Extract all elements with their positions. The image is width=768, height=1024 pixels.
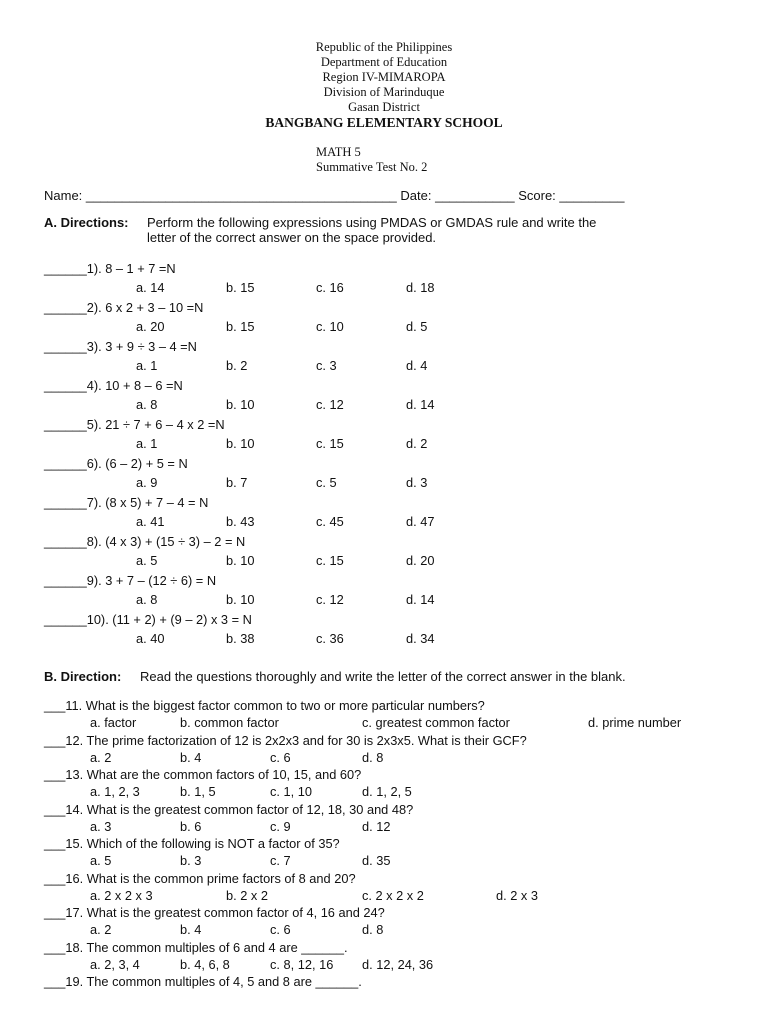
question-9-option-c: c. 12 (316, 592, 344, 607)
question-11-option-a: a. factor (90, 715, 137, 730)
question-18-option-d: d. 12, 24, 36 (362, 956, 434, 972)
question-13-option-c: c. 1, 10 (270, 784, 312, 799)
question-1-option-b: b. 15 (226, 280, 255, 295)
question-7: ______7). (8 x 5) + 7 – 4 = N (44, 495, 209, 510)
question-10-option-b: b. 38 (226, 631, 255, 646)
question-13-option-a: a. 1, 2, 3 (90, 784, 140, 799)
question-18-option-a: a. 2, 3, 4 (90, 956, 140, 972)
question-9-option-a: a. 8 (136, 592, 158, 607)
question-16-option-d: d. 2 x 3 (496, 887, 538, 903)
question-2-option-a: a. 20 (136, 319, 165, 334)
question-18: ___18. The common multiples of 6 and 4 are ______. (44, 939, 348, 955)
question-11-option-d: d. prime number (588, 715, 682, 730)
question-5-option-d: d. 2 (406, 436, 428, 451)
question-7-option-a: a. 41 (136, 514, 165, 529)
question-14-option-b: b. 6 (180, 818, 202, 834)
question-14: ___14. What is the greatest common factor of 12, 18, 30 and 48? (44, 801, 414, 817)
question-14-option-d: d. 12 (362, 818, 391, 834)
question-6-option-a: a. 9 (136, 475, 158, 490)
question-17-option-c: c. 6 (270, 922, 291, 937)
question-2-option-c: c. 10 (316, 319, 344, 334)
section-b-label: B. Direction: (44, 669, 122, 684)
question-13: ___13. What are the common factors of 10, 15, and 60? (44, 767, 362, 782)
question-6-option-d: d. 3 (406, 475, 428, 490)
question-15-option-b: b. 3 (180, 853, 202, 868)
question-9-option-b: b. 10 (226, 592, 255, 607)
question-7-option-c: c. 45 (316, 514, 344, 529)
question-12-option-a: a. 2 (90, 749, 112, 765)
header-line-5: Gasan District (348, 100, 420, 114)
question-7-option-b: b. 43 (226, 514, 255, 529)
question-17-option-a: a. 2 (90, 922, 112, 937)
header-line-4: Division of Marinduque (323, 85, 445, 99)
question-1-option-a: a. 14 (136, 280, 165, 295)
question-2: ______2). 6 x 2 + 3 – 10 =N (44, 300, 204, 315)
name-date-score-line: Name: ___________________________________________ Date: ___________ Score: _________ (44, 188, 625, 203)
question-11: ___11. What is the biggest factor common to two or more particular numbers? (44, 698, 485, 713)
question-8-option-c: c. 15 (316, 553, 344, 568)
question-3-option-b: b. 2 (226, 358, 248, 373)
question-4-option-a: a. 8 (136, 397, 158, 412)
question-11-option-b: b. common factor (180, 715, 279, 730)
question-18-option-b: b. 4, 6, 8 (180, 956, 230, 972)
question-3-option-a: a. 1 (136, 358, 158, 373)
question-17: ___17. What is the greatest common factor of 4, 16 and 24? (44, 905, 385, 920)
question-2-option-d: d. 5 (406, 319, 428, 334)
subject-title: MATH 5 (316, 145, 361, 159)
question-16-option-c: c. 2 x 2 x 2 (362, 887, 424, 903)
question-4-option-d: d. 14 (406, 397, 435, 412)
question-1: ______1). 8 – 1 + 7 =N (44, 261, 176, 276)
question-15-option-c: c. 7 (270, 853, 291, 868)
question-3: ______3). 3 + 9 ÷ 3 – 4 =N (44, 339, 197, 354)
section-b-directions: Read the questions thoroughly and write the letter of the correct answer in the blank. (140, 669, 626, 684)
question-19: ___19. The common multiples of 4, 5 and 8 are ______. (44, 974, 362, 989)
question-12-option-d: d. 8 (362, 749, 384, 765)
question-6-option-b: b. 7 (226, 475, 248, 490)
question-15-option-a: a. 5 (90, 853, 112, 868)
question-14-option-a: a. 3 (90, 818, 112, 834)
question-12-option-b: b. 4 (180, 749, 202, 765)
question-5: ______5). 21 ÷ 7 + 6 – 4 x 2 =N (44, 417, 225, 432)
header-line-2: Department of Education (320, 55, 448, 69)
question-3-option-d: d. 4 (406, 358, 428, 373)
question-5-option-c: c. 15 (316, 436, 344, 451)
header-line-3: Region IV-MIMAROPA (322, 70, 446, 84)
test-title: Summative Test No. 2 (316, 160, 428, 174)
section-a-directions-line-1: Perform the following expressions using PMDAS or GMDAS rule and write the (147, 215, 597, 230)
question-1-option-d: d. 18 (406, 280, 435, 295)
question-8-option-d: d. 20 (406, 553, 435, 568)
question-6-option-c: c. 5 (316, 475, 337, 490)
question-16-option-a: a. 2 x 2 x 3 (90, 887, 153, 903)
question-8-option-a: a. 5 (136, 553, 158, 568)
question-8-option-b: b. 10 (226, 553, 255, 568)
question-18-option-c: c. 8, 12, 16 (270, 956, 334, 972)
question-5-option-a: a. 1 (136, 436, 158, 451)
question-7-option-d: d. 47 (406, 514, 435, 529)
question-16-option-b: b. 2 x 2 (226, 887, 268, 903)
question-4-option-b: b. 10 (226, 397, 255, 412)
question-11-option-c: c. greatest common factor (362, 715, 510, 730)
question-12: ___12. The prime factorization of 12 is 2x2x3 and for 30 is 2x3x5. What is their GCF? (44, 732, 527, 748)
question-1-option-c: c. 16 (316, 280, 344, 295)
question-10-option-a: a. 40 (136, 631, 165, 646)
header-line-1: Republic of the Philippines (315, 40, 453, 54)
question-6: ______6). (6 – 2) + 5 = N (44, 456, 188, 471)
question-13-option-b: b. 1, 5 (180, 784, 216, 799)
school-name: BANGBANG ELEMENTARY SCHOOL (265, 115, 503, 130)
question-10-option-d: d. 34 (406, 631, 435, 646)
question-13-option-d: d. 1, 2, 5 (362, 784, 412, 799)
question-14-option-c: c. 9 (270, 818, 291, 834)
question-17-option-d: d. 8 (362, 922, 384, 937)
question-15: ___15. Which of the following is NOT a factor of 35? (44, 836, 340, 851)
question-4-option-c: c. 12 (316, 397, 344, 412)
question-3-option-c: c. 3 (316, 358, 337, 373)
section-a-directions-line-2: letter of the correct answer on the space provided. (147, 230, 437, 245)
question-17-option-b: b. 4 (180, 922, 202, 937)
question-12-option-c: c. 6 (270, 749, 291, 765)
question-5-option-b: b. 10 (226, 436, 255, 451)
section-a-label: A. Directions: (44, 215, 129, 230)
question-10: ______10). (11 + 2) + (9 – 2) x 3 = N (44, 612, 252, 627)
question-16: ___16. What is the common prime factors of 8 and 20? (44, 870, 356, 886)
question-8: ______8). (4 x 3) + (15 ÷ 3) – 2 = N (44, 534, 246, 549)
question-9-option-d: d. 14 (406, 592, 435, 607)
question-4: ______4). 10 + 8 – 6 =N (44, 378, 183, 393)
question-10-option-c: c. 36 (316, 631, 344, 646)
question-9: ______9). 3 + 7 – (12 ÷ 6) = N (44, 573, 217, 588)
question-2-option-b: b. 15 (226, 319, 255, 334)
question-15-option-d: d. 35 (362, 853, 391, 868)
